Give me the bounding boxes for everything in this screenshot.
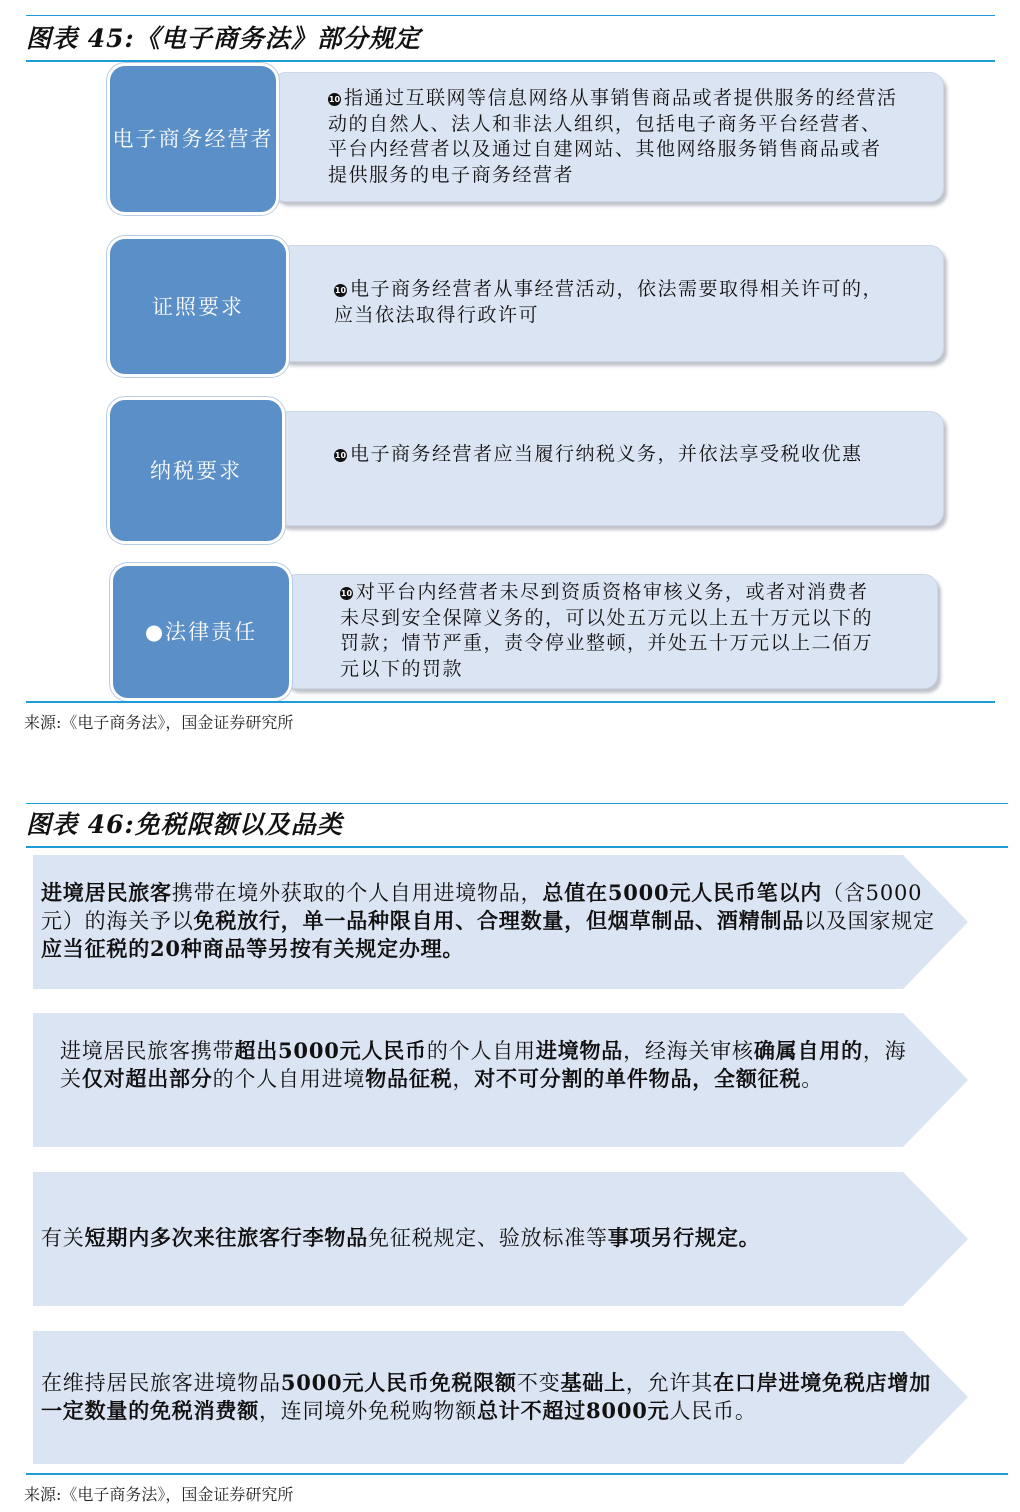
chevron-item: [33, 855, 968, 989]
bold-text-run: 仅对超出部分: [81, 1066, 213, 1091]
bold-text-run: 短期内多次来往旅客行李物品: [84, 1225, 369, 1250]
marker-icon: 10: [328, 95, 341, 104]
text-run: ，允许其: [625, 1371, 714, 1395]
bold-text-run: 进境物品: [535, 1038, 624, 1063]
chevron-item: [33, 1331, 968, 1464]
bold-text-run: 应当征税的20种商品等另按有关规定办理。: [41, 936, 465, 961]
text-run: ，: [452, 1067, 475, 1091]
text-run: 。: [801, 1067, 824, 1091]
bold-text-run: 物品征税: [365, 1066, 453, 1091]
text-run: 的个人自用: [426, 1039, 536, 1063]
chevron-item: [33, 1013, 968, 1147]
chevron-item: [33, 1172, 968, 1306]
row-text: [340, 580, 885, 682]
text-run: 免征税规定、验放标准等: [368, 1226, 608, 1250]
bold-text-run: 超出5000元人民币: [234, 1038, 427, 1063]
text-run: ，连同境外免税购物额: [259, 1399, 477, 1423]
text-run: 的个人自用进境: [212, 1067, 366, 1091]
text-run: 携带在境外获取的个人自用进境物品，: [171, 881, 543, 905]
figure46-title-rule: [26, 846, 1008, 848]
row-label: 纳税要求: [107, 397, 285, 544]
figure46-top-rule: [26, 803, 1008, 804]
row-text-body: 电子商务经营者应当履行纳税义务，并依法享受税收优惠: [350, 443, 863, 465]
text-run: 人民币。: [669, 1399, 757, 1423]
bold-text-run: 对不可分割的单件物品，全额征税: [474, 1066, 802, 1091]
figure45-source: 来源:《电子商务法》，国金证券研究所: [24, 713, 294, 732]
row-label: 证照要求: [107, 236, 289, 377]
marker-icon: 10: [334, 286, 347, 295]
figure46-bottom-rule: [26, 1473, 1008, 1475]
top-rule: [26, 15, 995, 16]
row-content-box: [275, 411, 944, 526]
row-text: [328, 86, 898, 188]
figure45-bottom-rule: [26, 701, 995, 703]
row-text: [334, 277, 894, 328]
row-text-body: 指通过互联网等信息网络从事销售商品或者提供服务的经营活动的自然人、法人和非法人组织，包括电子商务平台经营者、平台内经营者以及通过自建网站、其他网络服务销售商品或者提供服务的电子商务经营者: [328, 87, 898, 186]
bold-text-run: 进境居民旅客: [41, 880, 172, 905]
bold-text-run: 在口岸进境免税店增加一定数量的免税消费额: [41, 1370, 932, 1423]
text-run: 不变: [516, 1371, 561, 1395]
bold-text-run: 基础上: [560, 1370, 626, 1395]
chevron-text: [41, 1224, 936, 1252]
row-label: 电子商务经营者: [107, 63, 279, 215]
chevron-text: [41, 879, 936, 963]
text-run: ，经海关审核: [623, 1039, 754, 1063]
figure45-title: 图表 45:《电子商务法》部分规定: [26, 24, 421, 53]
chevron-text: [41, 1369, 936, 1425]
text-run: （含5000元）的海关予以: [41, 881, 923, 933]
bold-text-run: 总值在5000元人民币笔以内: [542, 880, 823, 905]
bold-text-run: 事项另行规定。: [607, 1225, 761, 1250]
row-label: ●法律责任: [110, 563, 292, 701]
row-text-body: 电子商务经营者从事经营活动，依法需要取得相关许可的，应当依法取得行政许可: [334, 278, 884, 326]
bold-text-run: 确属自用的: [753, 1038, 863, 1063]
figure46-source: 来源:《电子商务法》，国金证券研究所: [24, 1485, 294, 1504]
figure46-title: 图表 46:免税限额以及品类: [26, 810, 343, 839]
bold-text-run: 5000元人民币免税限额: [280, 1370, 517, 1395]
text-run: 以及国家规定: [804, 909, 935, 933]
bold-text-run: 免税放行，单一品种限自用、合理数量，但烟草制品、酒精制品: [193, 908, 805, 933]
text-run: ，海关: [60, 1039, 907, 1091]
row-text: [334, 442, 894, 468]
text-run: 在维持居民旅客进境物品: [41, 1371, 281, 1395]
text-run: 进境居民旅客携带: [60, 1039, 235, 1063]
row-text-body: 对平台内经营者未尽到资质资格审核义务，或者对消费者未尽到安全保障义务的，可以处五万元以上五十万元以下的罚款；情节严重，责令停业整顿，并处五十万元以上二佰万元以下的罚款: [340, 581, 874, 680]
marker-icon: 10: [334, 451, 347, 460]
text-run: 有关: [41, 1226, 85, 1250]
figure45-title-rule: [26, 60, 995, 62]
bold-text-run: 总计不超过8000元: [477, 1398, 670, 1423]
chevron-text: [60, 1037, 915, 1093]
marker-icon: 10: [340, 589, 353, 598]
